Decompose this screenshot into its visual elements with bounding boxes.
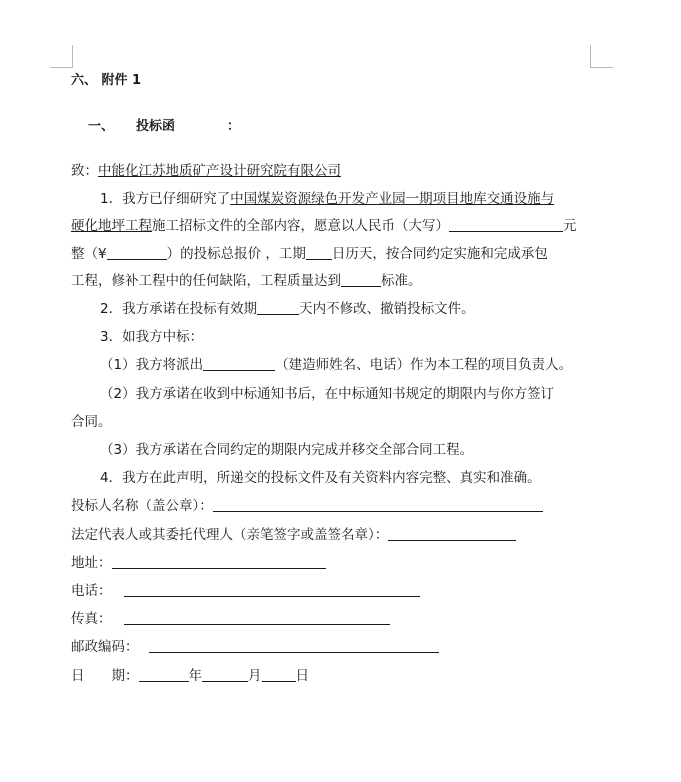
addressee-prefix: 致： — [71, 163, 98, 179]
sub1-end: （建造师姓名、电话）作为本工程的项目负责人。 — [275, 357, 573, 373]
addressee-name: 中能化江苏地质矿产设计研究院有限公司 — [98, 163, 341, 179]
bidder-name-field — [71, 497, 543, 515]
price-text: ）的投标总报价 ，工期 — [166, 246, 306, 262]
quality-standard-blank[interactable] — [341, 272, 381, 287]
section-heading — [71, 72, 141, 90]
duration-blank[interactable] — [306, 245, 332, 260]
phone-field — [71, 582, 420, 600]
amount-figures-blank[interactable] — [107, 245, 167, 260]
date-label: 日 期： — [71, 668, 139, 684]
sub-clause-2 — [100, 385, 554, 403]
clause4 — [100, 469, 541, 487]
clause2 — [100, 300, 475, 318]
clause3-title-text: 3．如我方中标： — [100, 329, 204, 345]
sub-clause-1 — [100, 356, 572, 374]
postcode-blank[interactable] — [149, 638, 439, 653]
clause1-line1 — [100, 190, 554, 208]
address-field — [71, 554, 326, 572]
day-label: 日 — [295, 668, 309, 684]
bidder-label: 投标人名称（盖公章）： — [71, 498, 213, 514]
sub-clause-2-cont — [71, 413, 112, 431]
fax-blank[interactable] — [124, 610, 390, 625]
postcode-label: 邮政编码： — [71, 639, 139, 655]
sub2-line2: 合同。 — [71, 414, 112, 430]
sub1-start: （1）我方将派出 — [100, 357, 204, 373]
subsection-heading — [88, 118, 240, 136]
days-text: 日历天，按合同约定实施和完成承包 — [331, 246, 548, 262]
amount-words-blank[interactable] — [449, 217, 563, 232]
sub-clause-3 — [100, 441, 473, 459]
year-blank[interactable] — [139, 667, 189, 682]
validity-days-blank[interactable] — [257, 300, 299, 315]
sub2-line1: （2）我方承诺在收到中标通知书后，在中标通知书规定的期限内与你方签订 — [100, 386, 555, 402]
month-blank[interactable] — [202, 667, 248, 682]
clause1-line2 — [71, 217, 577, 235]
sub3-text: （3）我方承诺在合同约定的期限内完成并移交全部合同工程。 — [100, 442, 474, 458]
addressee-line — [71, 162, 341, 180]
clause1-start: 1．我方已仔细研究了 — [100, 191, 231, 207]
clause1-line2-rest: 施工招标文件的全部内容，愿意以人民币（大写） — [152, 218, 449, 234]
crop-mark-top-right — [590, 45, 613, 68]
clause1-line4 — [71, 272, 422, 290]
section-heading-text: 六、 附件 1 — [71, 73, 142, 88]
clause2-end: 天内不修改、撤销投标文件。 — [299, 301, 475, 317]
crop-mark-top-left — [50, 45, 73, 68]
date-field — [71, 667, 309, 685]
fax-label: 传真： — [71, 611, 112, 627]
clause1-line3 — [71, 245, 548, 263]
clause1-line4-text: 工程，修补工程中的任何缺陷，工程质量达到 — [71, 273, 341, 289]
yen-open: （¥ — [84, 246, 107, 262]
yuan-label: 元 — [563, 218, 577, 234]
subsection-colon: ： — [227, 119, 241, 134]
address-label: 地址： — [71, 555, 112, 571]
subsection-title: 投标函 — [136, 119, 176, 134]
legal-rep-blank[interactable] — [388, 526, 516, 541]
standard-text: 标准。 — [381, 273, 422, 289]
clause3-title — [100, 328, 203, 346]
day-blank[interactable] — [262, 667, 296, 682]
project-name: 中国煤炭资源绿色开发产业园一期项目地库交通设施与 — [230, 191, 555, 207]
project-manager-blank[interactable] — [203, 356, 275, 371]
legal-rep-label: 法定代表人或其委托代理人（亲笔签字或盖签名章）： — [71, 527, 389, 543]
clause4-text: 4．我方在此声明，所递交的投标文件及有关资料内容完整、真实和准确。 — [100, 470, 541, 486]
legal-rep-field — [71, 526, 516, 544]
year-label: 年 — [188, 668, 202, 684]
clause2-start: 2．我方承诺在投标有效期 — [100, 301, 258, 317]
phone-blank[interactable] — [124, 582, 420, 597]
address-blank[interactable] — [112, 554, 326, 569]
phone-label: 电话： — [71, 583, 112, 599]
zheng-label: 整 — [71, 246, 85, 262]
postcode-field — [71, 638, 439, 656]
bidder-name-blank[interactable] — [213, 497, 543, 512]
subsection-number: 一、 — [88, 119, 115, 134]
fax-field — [71, 610, 390, 628]
month-label: 月 — [248, 668, 262, 684]
project-name-cont: 硬化地坪工程 — [71, 218, 152, 234]
